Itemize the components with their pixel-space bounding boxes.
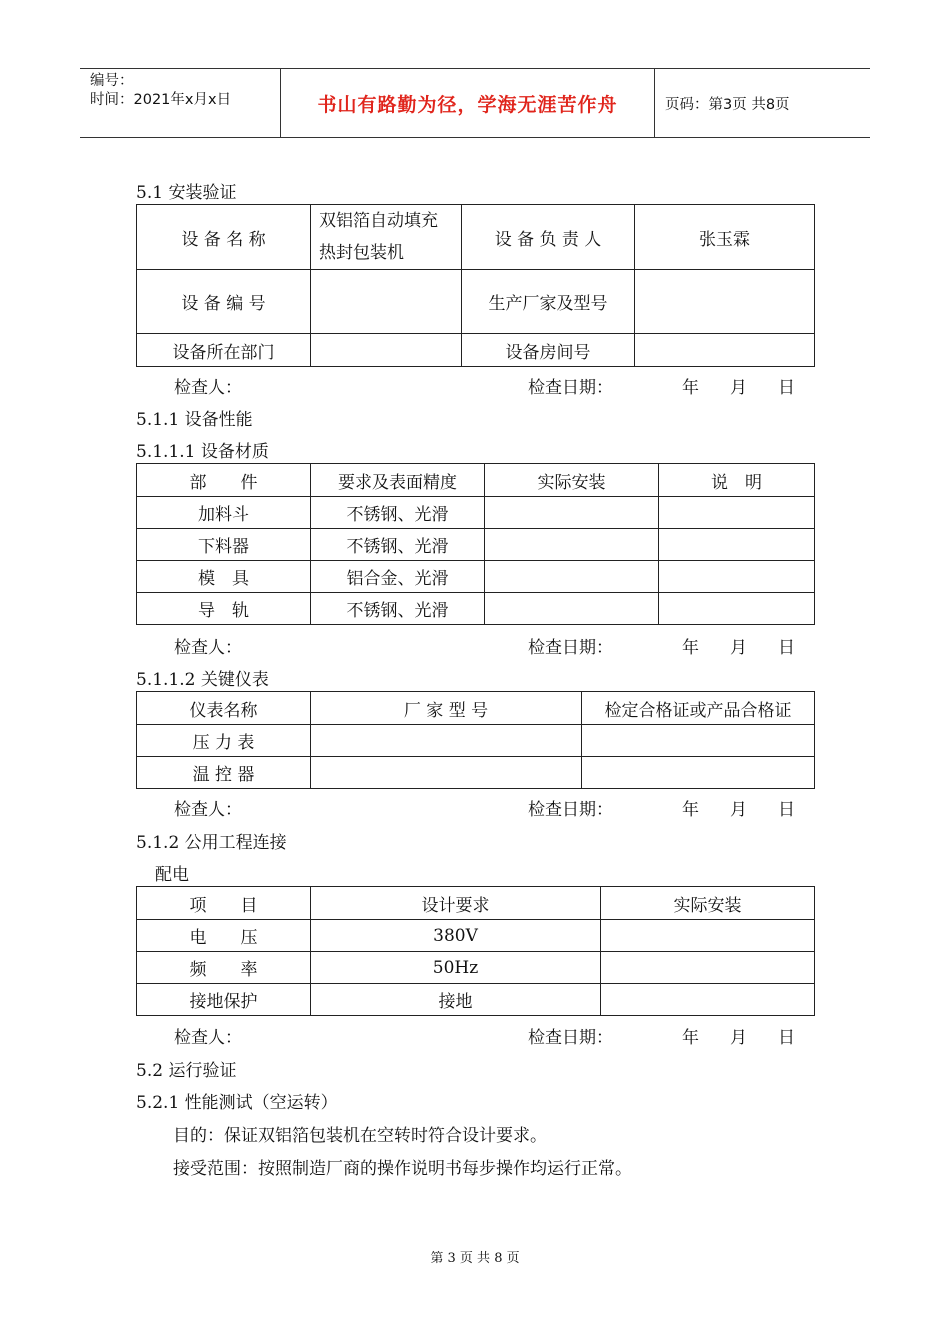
material-cell: 下料器: [137, 529, 311, 561]
acceptance-text: 接受范围：按照制造厂商的操作说明书每步操作均运行正常。: [173, 1159, 632, 1179]
table-row: [137, 725, 815, 757]
power-cell: 频 率: [137, 952, 311, 984]
material-cell: 不锈钢、光滑: [311, 529, 485, 561]
material-cell: [485, 593, 659, 625]
doc-number-label: 编号：: [90, 73, 134, 89]
power-header-item: 项 目: [137, 887, 311, 920]
check-date-label: 检查日期：: [528, 1028, 613, 1048]
year-label: 年: [682, 800, 699, 820]
equipment-maker-label: 生产厂家及型号: [462, 270, 635, 334]
instrument-header-maker: 厂 家 型 号: [311, 692, 582, 725]
material-header-note: 说 明: [659, 464, 815, 497]
section-5-1-1-title: 5.1.1 设备性能: [136, 410, 253, 430]
year-label: 年: [682, 638, 699, 658]
month-label: 月: [730, 378, 747, 398]
table-row: [137, 497, 815, 529]
page-header: [80, 68, 870, 138]
instrument-cell: [582, 725, 815, 757]
day-label: 日: [778, 638, 795, 658]
instrument-cell: 温 控 器: [137, 757, 311, 789]
inspector-label: 检查人：: [174, 378, 242, 398]
day-label: 日: [778, 378, 795, 398]
equipment-dept-value: [311, 334, 462, 367]
section-5-2-1-title: 5.2.1 性能测试（空运转）: [136, 1093, 338, 1113]
material-cell: 铝合金、光滑: [311, 561, 485, 593]
section-5-2-title: 5.2 运行验证: [136, 1061, 237, 1081]
material-cell: [659, 529, 815, 561]
table-row: [137, 593, 815, 625]
material-cell: 加料斗: [137, 497, 311, 529]
table-row: [137, 920, 815, 952]
table-row: [137, 561, 815, 593]
material-cell: [485, 529, 659, 561]
year-label: 年: [682, 1028, 699, 1048]
material-header-requirement: 要求及表面精度: [311, 464, 485, 497]
check-row: [136, 791, 814, 821]
equipment-owner-label: 设 备 负 责 人: [462, 205, 635, 270]
equipment-code-label: 设 备 编 号: [137, 270, 311, 334]
power-cell: [601, 952, 815, 984]
power-cell: 电 压: [137, 920, 311, 952]
section-5-1-2-title: 5.1.2 公用工程连接: [136, 833, 287, 853]
power-cell: 接地: [311, 984, 601, 1016]
equipment-name-line-1: 双铝箔自动填充: [319, 211, 438, 231]
table-row: [137, 529, 815, 561]
material-cell: [659, 497, 815, 529]
equipment-room-value: [635, 334, 815, 367]
inspector-label: 检查人：: [174, 1028, 242, 1048]
check-date-label: 检查日期：: [528, 638, 613, 658]
power-header-design: 设计要求: [311, 887, 601, 920]
check-row: [136, 1019, 814, 1049]
equipment-info-table: [136, 204, 815, 367]
table-row: [137, 757, 815, 789]
equipment-name-value: [311, 205, 462, 270]
header-motto: 书山有路勤为径，学海无涯苦作舟: [281, 69, 655, 137]
power-cell: 50Hz: [311, 952, 601, 984]
instrument-cell: [582, 757, 815, 789]
power-label: 配电: [155, 865, 189, 885]
check-date-label: 检查日期：: [528, 378, 613, 398]
material-cell: 模 具: [137, 561, 311, 593]
instrument-table: [136, 691, 815, 789]
equipment-name-line-2: 热封包装机: [319, 243, 404, 263]
material-cell: [659, 561, 815, 593]
instrument-cell: [311, 757, 582, 789]
material-cell: 导 轨: [137, 593, 311, 625]
equipment-owner-value: 张玉霖: [635, 205, 815, 270]
year-label: 年: [682, 378, 699, 398]
page-footer: 第 3 页 共 8 页: [430, 1251, 520, 1266]
power-cell: [601, 920, 815, 952]
instrument-cell: [311, 725, 582, 757]
instrument-header-cert: 检定合格证或产品合格证: [582, 692, 815, 725]
power-cell: 接地保护: [137, 984, 311, 1016]
inspector-label: 检查人：: [174, 800, 242, 820]
power-cell: [601, 984, 815, 1016]
purpose-text: 目的：保证双铝箔包装机在空转时符合设计要求。: [173, 1126, 547, 1146]
day-label: 日: [778, 800, 795, 820]
equipment-maker-value: [635, 270, 815, 334]
check-row: [136, 369, 814, 399]
power-header-actual: 实际安装: [601, 887, 815, 920]
material-cell: [485, 497, 659, 529]
instrument-header-name: 仪表名称: [137, 692, 311, 725]
power-table: [136, 886, 815, 1016]
table-row: [137, 984, 815, 1016]
month-label: 月: [730, 638, 747, 658]
material-header-actual: 实际安装: [485, 464, 659, 497]
header-page-label: 页码：第3页 共8页: [665, 96, 790, 113]
inspector-label: 检查人：: [174, 638, 242, 658]
check-row: [136, 629, 814, 659]
check-date-label: 检查日期：: [528, 800, 613, 820]
material-cell: 不锈钢、光滑: [311, 497, 485, 529]
equipment-name-label: 设 备 名 称: [137, 205, 311, 270]
time-label: 时间：2021年x月x日: [90, 92, 232, 108]
month-label: 月: [730, 1028, 747, 1048]
power-cell: 380V: [311, 920, 601, 952]
section-5-1-title: 5.1 安装验证: [136, 183, 237, 203]
table-row: [137, 952, 815, 984]
equipment-code-value: [311, 270, 462, 334]
header-left-cell: [80, 69, 281, 137]
material-header-part: 部 件: [137, 464, 311, 497]
section-5-1-1-1-title: 5.1.1.1 设备材质: [136, 442, 269, 462]
material-table: [136, 463, 815, 625]
instrument-cell: 压 力 表: [137, 725, 311, 757]
section-5-1-1-2-title: 5.1.1.2 关键仪表: [136, 670, 269, 690]
equipment-dept-label: 设备所在部门: [137, 334, 311, 367]
material-cell: [485, 561, 659, 593]
month-label: 月: [730, 800, 747, 820]
material-cell: 不锈钢、光滑: [311, 593, 485, 625]
equipment-room-label: 设备房间号: [462, 334, 635, 367]
material-cell: [659, 593, 815, 625]
day-label: 日: [778, 1028, 795, 1048]
